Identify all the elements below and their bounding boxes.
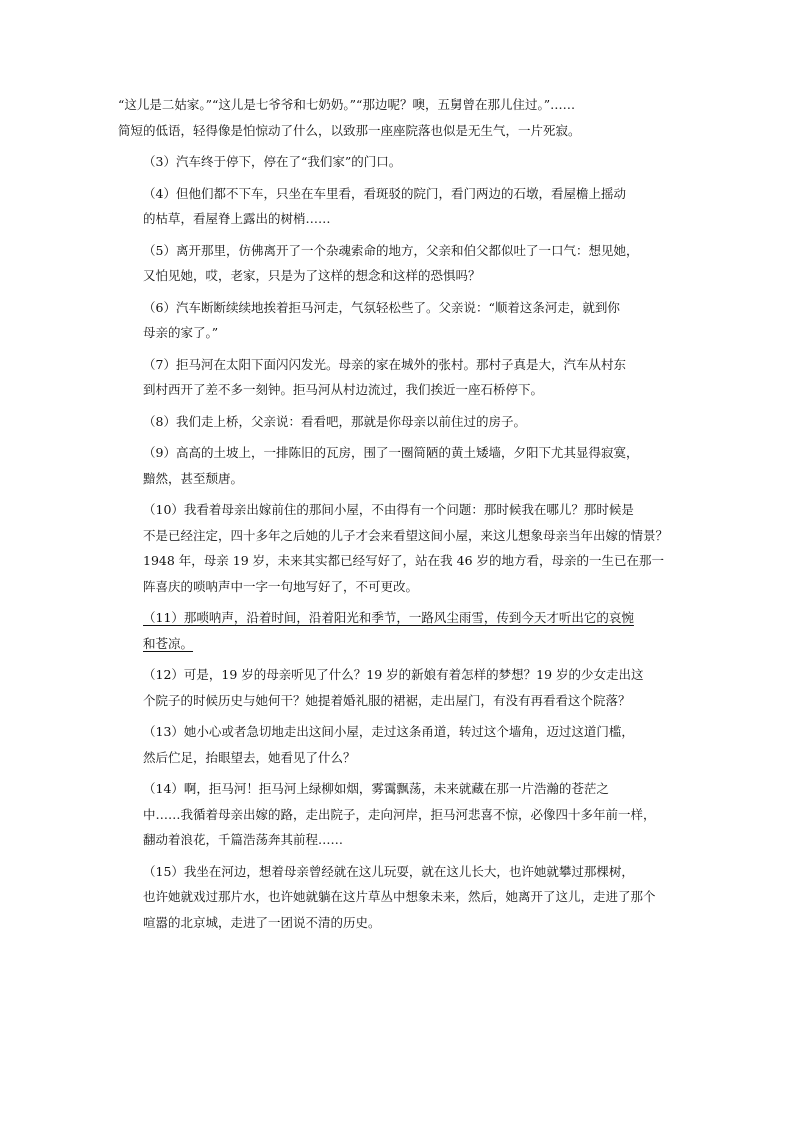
paragraph-line: 中……我循着母亲出嫁的路，走出院子，走向河岸，拒马河悲喜不惊，必像四十多年前一样， bbox=[143, 806, 656, 822]
paragraph-line: （6）汽车断断续续地挨着拒马河走，气氛轻松些了。父亲说：“顺着这条河走，就到你 bbox=[143, 299, 620, 315]
paragraph-p14 bbox=[118, 776, 678, 853]
paragraph-line: 的枯草，看屋脊上露出的树梢…… bbox=[143, 211, 331, 226]
paragraph-line: 1948 年，母亲 19 岁，未来其实都已经写好了，站在我 46 岁的地方看，母亲的一生已在那一 bbox=[143, 553, 664, 568]
paragraph-p9 bbox=[118, 440, 678, 491]
paragraph-p8 bbox=[118, 409, 678, 435]
paragraph-p6 bbox=[118, 295, 678, 346]
paragraph-line: 不是已经注定，四十多年之后她的儿子才会来看望这间小屋，来这儿想象母亲当年出嫁的情景？ bbox=[143, 527, 669, 543]
paragraph-p4 bbox=[118, 181, 678, 232]
paragraph-line: （5）离开那里，仿佛离开了一个杂魂索命的地方，父亲和伯父都似吐了一口气：想见她， bbox=[143, 242, 639, 258]
paragraph-line: （8）我们走上桥，父亲说：看看吧，那就是你母亲以前住过的房子。 bbox=[143, 413, 526, 429]
paragraph-line: （11）那唢呐声，沿着时间，沿着阳光和季节，一路风尘雨雪，传到今天才听出它的哀惋 bbox=[143, 610, 634, 625]
paragraph-p5 bbox=[118, 238, 678, 289]
paragraph-line: （14）啊，拒马河！拒马河上绿柳如烟，雾霭飘荡，未来就藏在那一片浩瀚的苍茫之 bbox=[143, 781, 609, 796]
paragraph-line: 又怕见她，哎，老家，只是为了这样的想念和这样的恐惧吗？ bbox=[143, 268, 481, 283]
paragraph-line: 翻动着浪花，千篇浩荡奔其前程…… bbox=[143, 832, 344, 847]
paragraph-line: （4）但他们都不下车，只坐在车里看，看斑驳的院门，看门两边的石墩，看屋檐上摇动 bbox=[143, 185, 626, 201]
paragraph-p7 bbox=[118, 352, 678, 403]
paragraph-line: 和苍凉。 bbox=[143, 635, 194, 651]
paragraph-line: 母亲的家了。” bbox=[143, 325, 219, 340]
paragraph-line: 黯然，甚至颓唐。 bbox=[143, 470, 244, 486]
paragraph-line: 阵喜庆的唢呐声中一字一句地写好了，不可更改。 bbox=[143, 578, 419, 594]
paragraph-line: （15）我坐在河边，想着母亲曾经就在这儿玩耍，就在这儿长大，也许她就攀过那棵树， bbox=[143, 863, 634, 879]
paragraph-line: （7）拒马河在太阳下面闪闪发光。母亲的家在城外的张村。那村子真是大，汽车从村东 bbox=[143, 356, 626, 372]
paragraph-intro bbox=[118, 92, 678, 143]
paragraph-line: 喧嚣的北京城，走进了一团说不清的历史。 bbox=[143, 914, 381, 930]
paragraph-p13 bbox=[118, 719, 678, 770]
paragraph-line: （9）高高的土坡上，一排陈旧的瓦房，围了一圈简陋的黄土矮墙，夕阳下尤其显得寂寞， bbox=[143, 445, 639, 460]
paragraph-p15 bbox=[118, 859, 678, 936]
paragraph-line: 也许她就戏过那片水，也许她就躺在这片草丛中想象未来，然后，她离开了这儿，走进了那个 bbox=[143, 889, 656, 904]
paragraph-p11 bbox=[118, 605, 678, 656]
paragraph-line: （10）我看着母亲出嫁前住的那间小屋，不由得有一个问题：那时候我在哪儿？那时候是 bbox=[143, 502, 634, 517]
paragraph-line: 然后伫足，抬眼望去，她看见了什么？ bbox=[143, 749, 356, 765]
paragraph-line: “这儿是二姑家。”“这儿是七爷爷和七奶奶。”“那边呢？噢，五舅曾在那儿住过。”…… bbox=[118, 97, 576, 112]
paragraph-line: 简短的低语，轻得像是怕惊动了什么，以致那一座座院落也似是无生气，一片死寂。 bbox=[118, 122, 581, 138]
paragraph-line: （12）可是，19 岁的母亲听见了什么？19 岁的新娘有着怎样的梦想？19 岁的少女走出这 bbox=[143, 667, 644, 682]
paragraph-p10 bbox=[118, 497, 678, 599]
paragraph-line: 个院子的时候历史与她何干？她提着婚礼服的裙裾，走出屋门，有没有再看看这个院落？ bbox=[143, 692, 631, 708]
paragraph-line: （3）汽车终于停下，停在了“我们家”的门口。 bbox=[143, 154, 402, 169]
paragraph-line: 到村西开了差不多一刻钟。拒马河从村边流过，我们挨近一座石桥停下。 bbox=[143, 382, 544, 397]
paragraph-p3 bbox=[118, 149, 678, 175]
paragraph-line: （13）她小心或者急切地走出这间小屋，走过这条甬道，转过这个墙角，迈过这道门槛， bbox=[143, 724, 634, 739]
document-page bbox=[118, 92, 678, 941]
paragraph-p12 bbox=[118, 662, 678, 713]
